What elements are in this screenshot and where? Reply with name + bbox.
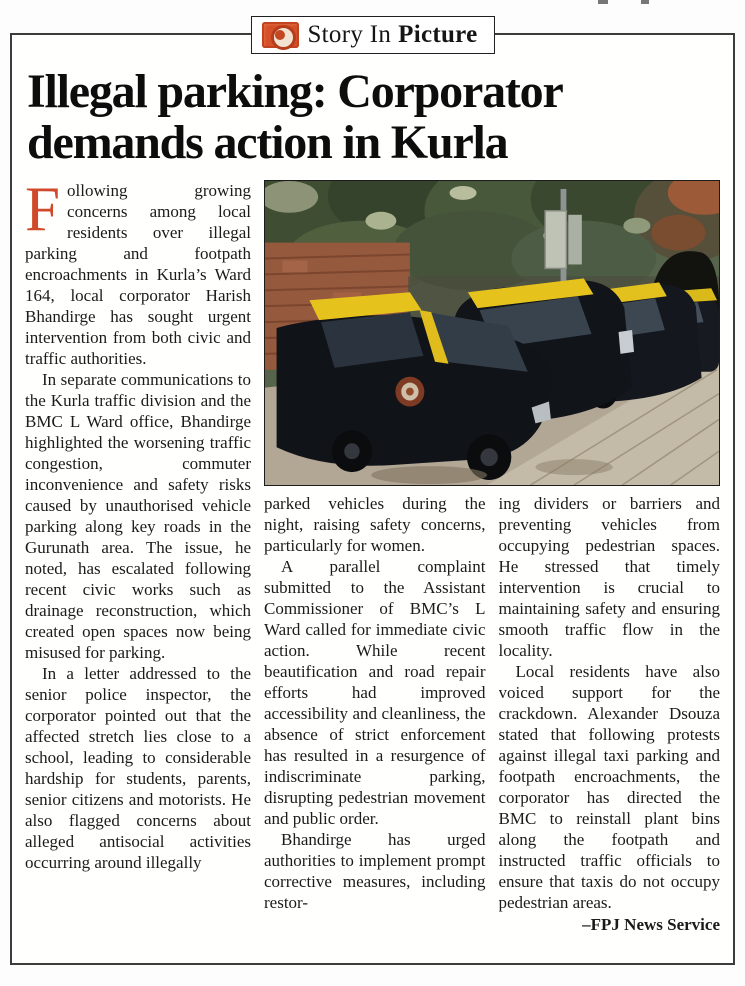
story-in-picture-badge: [250, 16, 494, 54]
paragraph: In a letter addressed to the senior police inspector, the corporator pointed out that the affected stretch lies close to a school, leading to considerable hardship for students, parents, senior citizens and motorists. He also flagged concerns about alleged antisocial activities occurring around illegally: [25, 664, 251, 872]
dirt-patch: [535, 459, 612, 475]
right-section: [264, 180, 720, 966]
dirt-patch: [371, 466, 487, 484]
badge-title: [307, 21, 477, 49]
paragraph: parked vehicles during the night, raising safety concerns, particularly for women.: [264, 494, 486, 555]
parked-taxis-photo-art: [265, 181, 719, 485]
headline-line-2: demands action in Kurla: [27, 116, 508, 169]
parked-taxis-photo: [264, 180, 720, 486]
headline: [25, 66, 720, 168]
paragraph: A parallel complaint submitted to the Assistant Commissioner of BMC’s L Ward called for immediate civic action. While recent beautification and road repair efforts had improved accessibility and cleanliness, the absence of strict enforcement has resulted in a resurgence of indiscriminate parking, disrupting pedestrian movement and public order.: [264, 557, 486, 828]
badge-title-bold: Picture: [398, 21, 478, 48]
byline: –FPJ News Service: [582, 915, 720, 934]
text-column-3: [499, 493, 721, 966]
drop-cap: F: [25, 180, 61, 244]
paragraph: ing dividers or barriers and preventing vehicles from occupying pedestrian spaces. He stressed that timely intervention is crucial to maintaining safety and ensuring smooth traffic flow in the locality.: [498, 494, 720, 660]
paragraph: Bhandirge has urged authorities to implement prompt corrective measures, including restor-: [264, 830, 486, 912]
article-frame: [10, 21, 735, 965]
article-body: [25, 180, 720, 966]
paragraph: Local residents have also voiced support for the crackdown. Alexander Dsouza stated that following protests against illegal taxi parking and footpath encroachments, the corporator has directed the BMC to reinstall plant bins along the footpath and instructed traffic officials to ensure that taxis do not occupy pedestrian areas.: [498, 662, 720, 912]
camera-icon: [261, 22, 298, 48]
paragraph-lead-text: ollowing growing concerns among local residents over illegal parking and footpath encroachments in Kurla’s Ward 164, local corporator Harish Bhandirge has sought urgent intervention from both civic and traffic authorities.: [25, 181, 251, 368]
text-column-2: [264, 493, 486, 966]
lower-columns: [264, 493, 720, 966]
paragraph: In separate communications to the Kurla traffic division and the BMC L Ward office, Bhandirge highlighted the worsening traffic congestion, commuter inconvenience and safety risks caused by unauthorised vehicle parking along key roads in the Gurunath area. The issue, he noted, has escalated following recent civic works such as drainage reconstruction, which created open spaces now being misused for parking.: [25, 370, 251, 662]
text-column-1: [25, 180, 251, 966]
badge-title-regular: Story In: [307, 21, 392, 48]
paragraph-lead: [25, 180, 251, 369]
headline-line-1: Illegal parking: Corporator: [27, 65, 563, 118]
